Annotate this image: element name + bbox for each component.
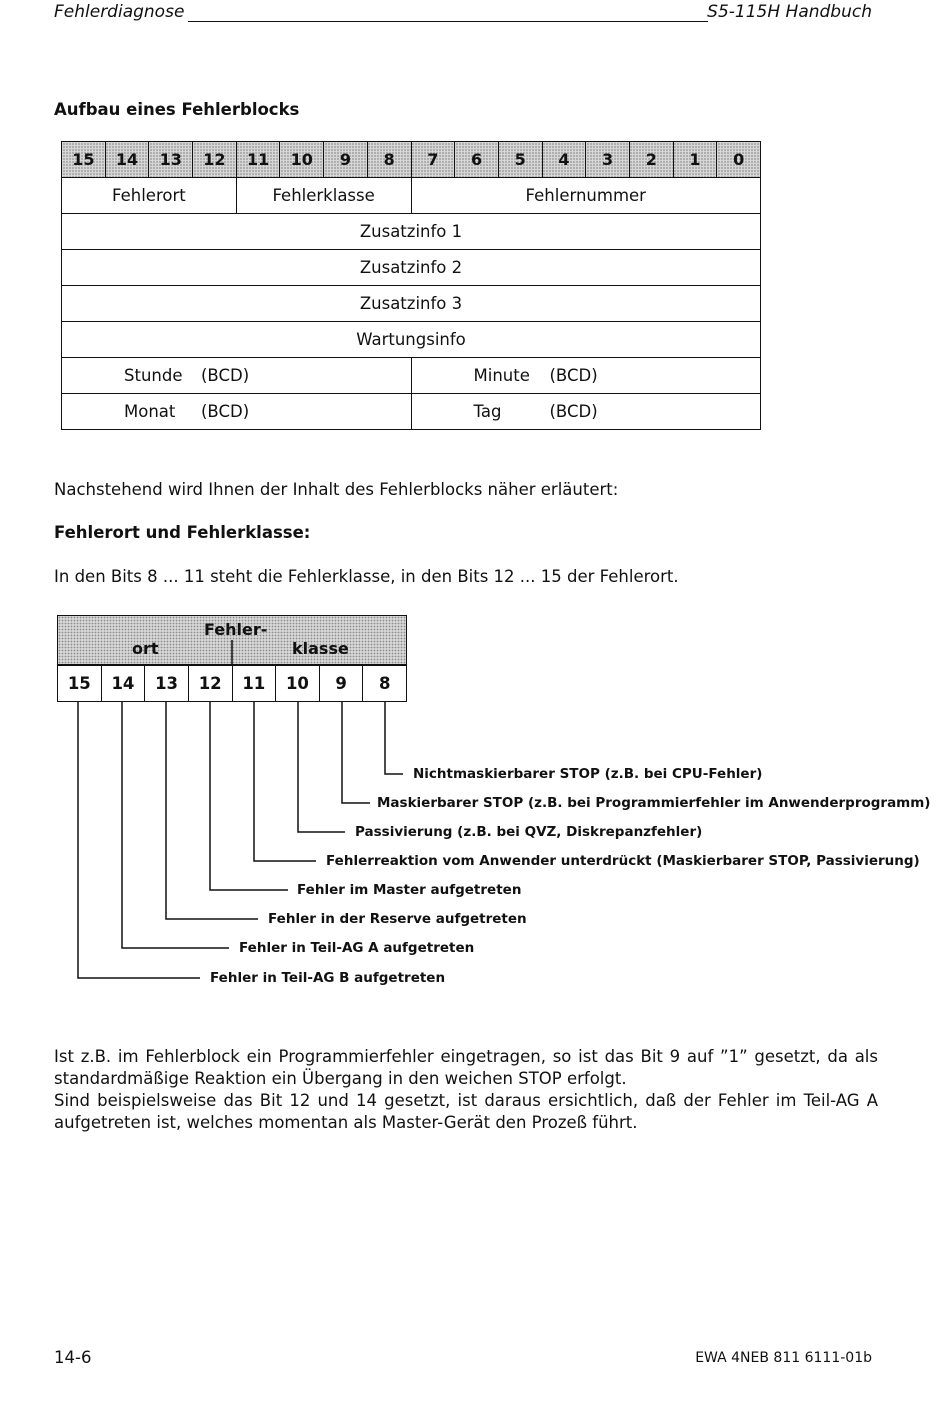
zusatzinfo-2-cell: Zusatzinfo 2 — [62, 250, 761, 286]
fehlerort-cell: Fehlerort — [62, 178, 237, 214]
desc-bit-13: Fehler in der Reserve aufgetreten — [268, 911, 527, 927]
bit-15-cell: 15 — [58, 666, 102, 702]
bit-cell: 14 — [105, 142, 149, 178]
header-ort-label: ort — [132, 639, 159, 658]
connector-bit-14 — [122, 702, 229, 948]
minute-label: Minute — [473, 366, 530, 385]
fehlernummer-cell: Fehlernummer — [411, 178, 761, 214]
bit-cell: 13 — [149, 142, 193, 178]
bit-cell: 9 — [324, 142, 368, 178]
bit-12-cell: 12 — [188, 666, 232, 702]
intro-text: Nachstehend wird Ihnen der Inhalt des Fehlerblocks näher erläutert: — [54, 480, 619, 499]
desc-bit-9: Maskierbarer STOP (z.B. bei Programmierfehler im Anwenderprogramm) — [377, 795, 931, 811]
bit-cell: 10 — [280, 142, 324, 178]
bit-13-cell: 13 — [145, 666, 189, 702]
stunde-label: Stunde — [124, 366, 183, 385]
bit-cell: 12 — [193, 142, 237, 178]
header-klasse-label: klasse — [292, 639, 349, 658]
header-chapter: Fehlerdiagnose — [54, 2, 185, 22]
connector-bit-11 — [254, 702, 316, 861]
section-title: Aufbau eines Fehlerblocks — [54, 100, 300, 119]
zusatzinfo-3-cell: Zusatzinfo 3 — [62, 286, 761, 322]
tag-label: Tag — [473, 402, 502, 421]
desc-bit-11: Fehlerreaktion vom Anwender unterdrückt (Maskierbarer STOP, Passivierung) — [326, 853, 920, 869]
connector-bit-13 — [166, 702, 258, 919]
page-number: 14-6 — [54, 1348, 92, 1367]
zusatzinfo-1-cell: Zusatzinfo 1 — [62, 214, 761, 250]
bit-cell: 7 — [411, 142, 455, 178]
bit-9-cell: 9 — [319, 666, 363, 702]
stunde-format: (BCD) — [201, 366, 250, 385]
bit-10-cell: 10 — [276, 666, 320, 702]
closing-p2-line2: aufgetreten ist, welches momentan als Master-Gerät den Prozeß führt. — [54, 1113, 638, 1132]
desc-bit-14: Fehler in Teil-AG A aufgetreten — [239, 940, 475, 956]
connector-bit-10 — [298, 702, 345, 832]
monat-format: (BCD) — [201, 402, 250, 421]
bit-11-cell: 11 — [232, 666, 276, 702]
tag-format: (BCD) — [549, 402, 598, 421]
wartungsinfo-cell: Wartungsinfo — [62, 322, 761, 358]
bits-sentence: In den Bits 8 ... 11 steht die Fehlerklasse, in den Bits 12 ... 15 der Fehlerort. — [54, 567, 679, 586]
connector-bit-8 — [385, 702, 403, 774]
bit-cell: 1 — [673, 142, 717, 178]
bit-cell: 15 — [62, 142, 106, 178]
bit-cell: 2 — [629, 142, 673, 178]
desc-bit-8: Nichtmaskierbarer STOP (z.B. bei CPU-Fehler) — [413, 766, 763, 782]
desc-bit-12: Fehler im Master aufgetreten — [297, 882, 522, 898]
bit-8-cell: 8 — [363, 666, 407, 702]
bit-cell: 11 — [236, 142, 280, 178]
closing-p1-line2: standardmäßige Reaktion ein Übergang in den weichen STOP erfolgt. — [54, 1069, 627, 1088]
desc-bit-15: Fehler in Teil-AG B aufgetreten — [210, 970, 446, 986]
bit-cell: 4 — [542, 142, 586, 178]
header-fehler-label: Fehler- — [204, 620, 268, 639]
bit-cell: 6 — [455, 142, 499, 178]
closing-p2-line1: Sind beispielsweise das Bit 12 und 14 gesetzt, ist daraus ersichtlich, daß der Fehler im Teil-AG A — [54, 1091, 878, 1110]
document-id: EWA 4NEB 811 6111-01b — [695, 1350, 872, 1366]
header-manual-title: S5-115H Handbuch — [707, 2, 872, 22]
bit-cell: 3 — [586, 142, 630, 178]
monat-label: Monat — [124, 402, 176, 421]
connector-bit-12 — [210, 702, 288, 890]
closing-p1-line1: Ist z.B. im Fehlerblock ein Programmierfehler eingetragen, so ist das Bit 9 auf ”1” gesetzt, da als — [54, 1047, 878, 1066]
fehlerklasse-cell: Fehlerklasse — [236, 178, 411, 214]
connector-bit-9 — [342, 702, 370, 803]
bit-14-cell: 14 — [101, 666, 145, 702]
minute-format: (BCD) — [549, 366, 598, 385]
desc-bit-10: Passivierung (z.B. bei QVZ, Diskrepanzfehler) — [355, 824, 703, 840]
bit-cell: 0 — [717, 142, 761, 178]
connector-bit-15 — [78, 702, 200, 978]
bit-cell: 8 — [367, 142, 411, 178]
bit-cell: 5 — [498, 142, 542, 178]
subheading: Fehlerort und Fehlerklasse: — [54, 523, 311, 542]
